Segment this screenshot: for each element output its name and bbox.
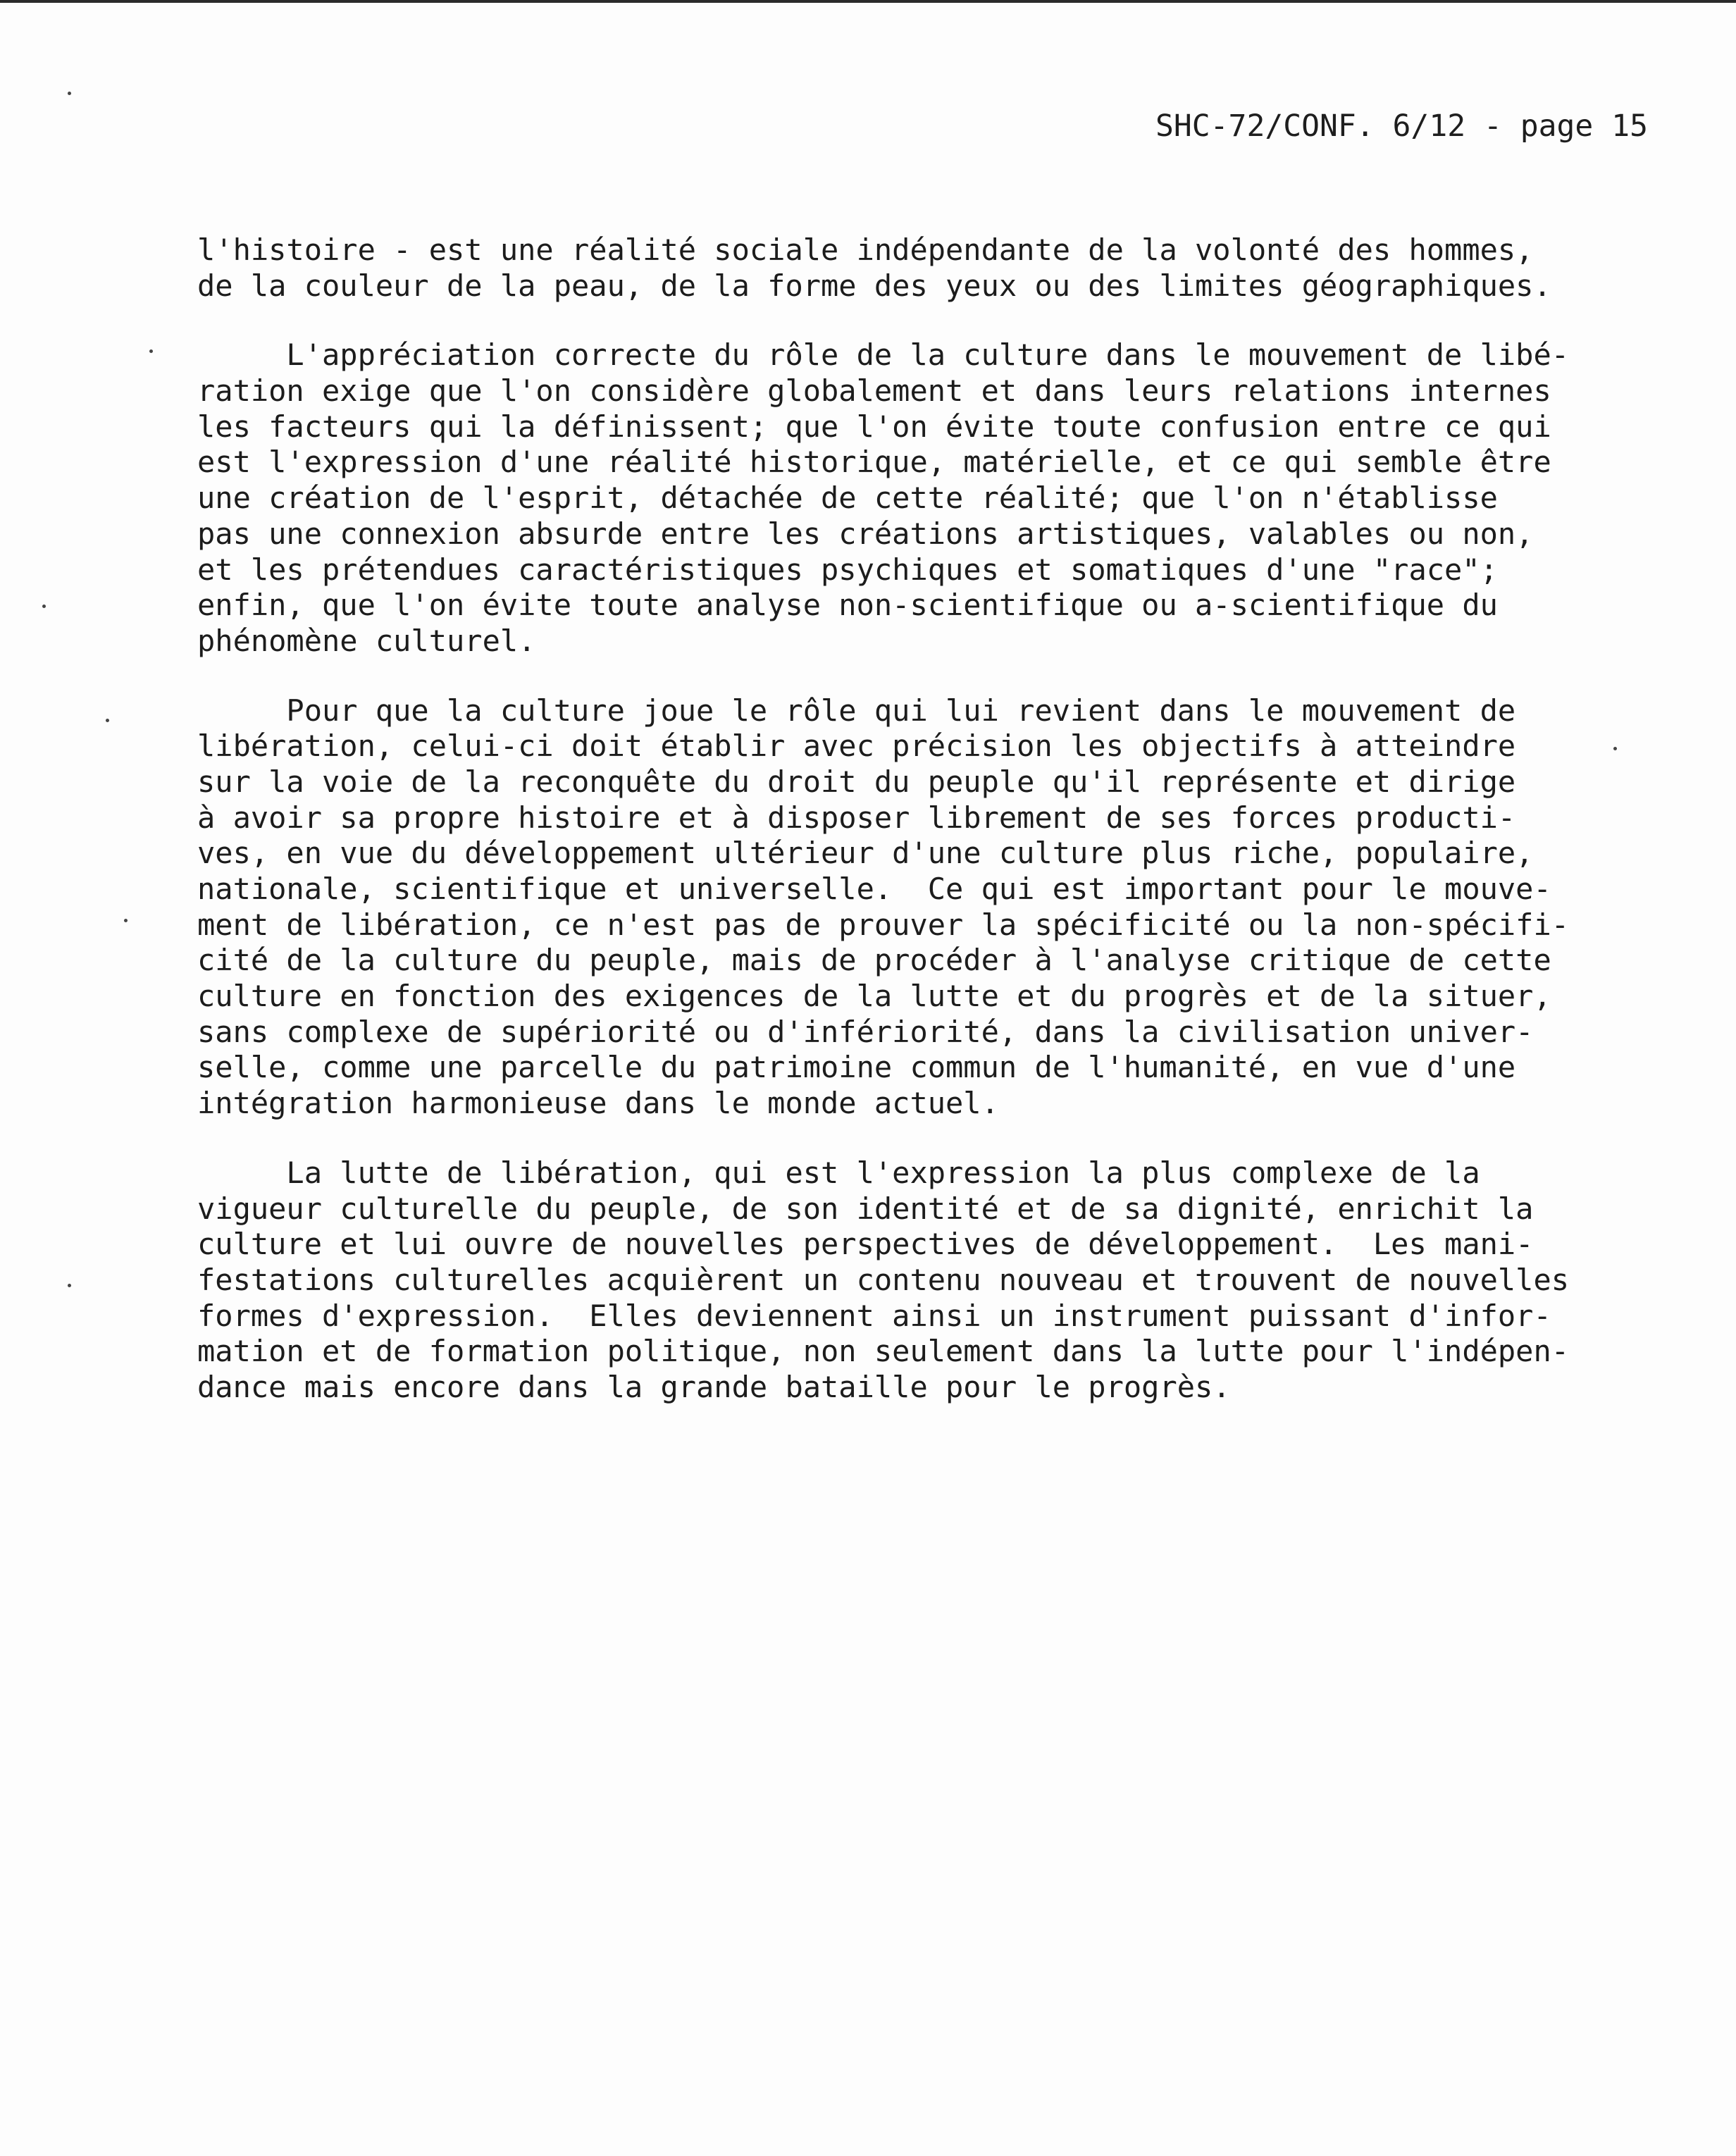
- text-line: selle, comme une parcelle du patrimoine commun de l'humanité, en vue d'une: [197, 1050, 1516, 1085]
- text-line: intégration harmonieuse dans le monde actuel.: [197, 1086, 999, 1121]
- text-line: culture en fonction des exigences de la lutte et du progrès et de la situer,: [197, 979, 1551, 1014]
- text-line: à avoir sa propre histoire et à disposer librement de ses forces producti-: [197, 800, 1516, 835]
- paragraph-4: [197, 1156, 1663, 1406]
- text-line: libération, celui-ci doit établir avec précision les objectifs à atteindre: [197, 729, 1516, 764]
- scan-speck: [124, 919, 128, 922]
- text-line: La lutte de libération, qui est l'expression la plus complexe de la: [197, 1155, 1480, 1190]
- scan-speck: [42, 605, 46, 608]
- text-line: cité de la culture du peuple, mais de procéder à l'analyse critique de cette: [197, 943, 1551, 978]
- text-line: Pour que la culture joue le rôle qui lui revient dans le mouvement de: [197, 693, 1516, 728]
- scan-speck: [68, 1284, 71, 1287]
- text-line: formes d'expression. Elles deviennent ainsi un instrument puissant d'infor-: [197, 1298, 1551, 1333]
- paragraph-3: [197, 693, 1663, 1122]
- text-line: les facteurs qui la définissent; que l'on évite toute confusion entre ce qui: [197, 409, 1551, 444]
- body-text: [197, 233, 1663, 1439]
- text-line: pas une connexion absurde entre les créations artistiques, valables ou non,: [197, 516, 1534, 551]
- text-line: est l'expression d'une réalité historique, matérielle, et ce qui semble être: [197, 445, 1551, 480]
- scan-speck: [68, 92, 71, 95]
- text-line: phénomène culturel.: [197, 623, 536, 658]
- text-line: sur la voie de la reconquête du droit du peuple qu'il représente et dirige: [197, 764, 1516, 799]
- top-edge-rule: [0, 0, 1736, 3]
- scan-speck: [106, 719, 109, 722]
- text-line: L'appréciation correcte du rôle de la culture dans le mouvement de libé-: [197, 337, 1570, 373]
- text-line: enfin, que l'on évite toute analyse non-scientifique ou a-scientifique du: [197, 588, 1498, 623]
- paragraph-2: [197, 337, 1663, 659]
- text-line: vigueur culturelle du peuple, de son identité et de sa dignité, enrichit la: [197, 1191, 1534, 1226]
- text-line: l'histoire - est une réalité sociale indépendante de la volonté des hommes,: [197, 233, 1534, 267]
- text-line: culture et lui ouvre de nouvelles perspectives de développement. Les mani-: [197, 1227, 1534, 1262]
- scan-speck: [149, 349, 153, 353]
- text-line: une création de l'esprit, détachée de cette réalité; que l'on n'établisse: [197, 481, 1498, 516]
- text-line: ment de libération, ce n'est pas de prouver la spécificité ou la non-spécifi-: [197, 907, 1570, 942]
- text-line: festations culturelles acquièrent un contenu nouveau et trouvent de nouvelles: [197, 1262, 1570, 1297]
- document-reference-header: SHC-72/CONF. 6/12 - page 15: [1155, 109, 1648, 144]
- text-line: nationale, scientifique et universelle. Ce qui est important pour le mouve-: [197, 872, 1551, 906]
- text-line: mation et de formation politique, non seulement dans la lutte pour l'indépen-: [197, 1334, 1570, 1369]
- text-line: dance mais encore dans la grande bataille pour le progrès.: [197, 1369, 1231, 1404]
- text-line: ves, en vue du développement ultérieur d'une culture plus riche, populaire,: [197, 836, 1534, 871]
- text-line: sans complexe de supériorité ou d'infériorité, dans la civilisation univer-: [197, 1014, 1534, 1049]
- paragraph-1: [197, 233, 1663, 304]
- text-line: ration exige que l'on considère globalement et dans leurs relations internes: [197, 373, 1551, 409]
- text-line: et les prétendues caractéristiques psychiques et somatiques d'une "race";: [197, 552, 1498, 587]
- text-line: de la couleur de la peau, de la forme des yeux ou des limites géographiques.: [197, 268, 1551, 303]
- scan-speck: [1613, 747, 1617, 750]
